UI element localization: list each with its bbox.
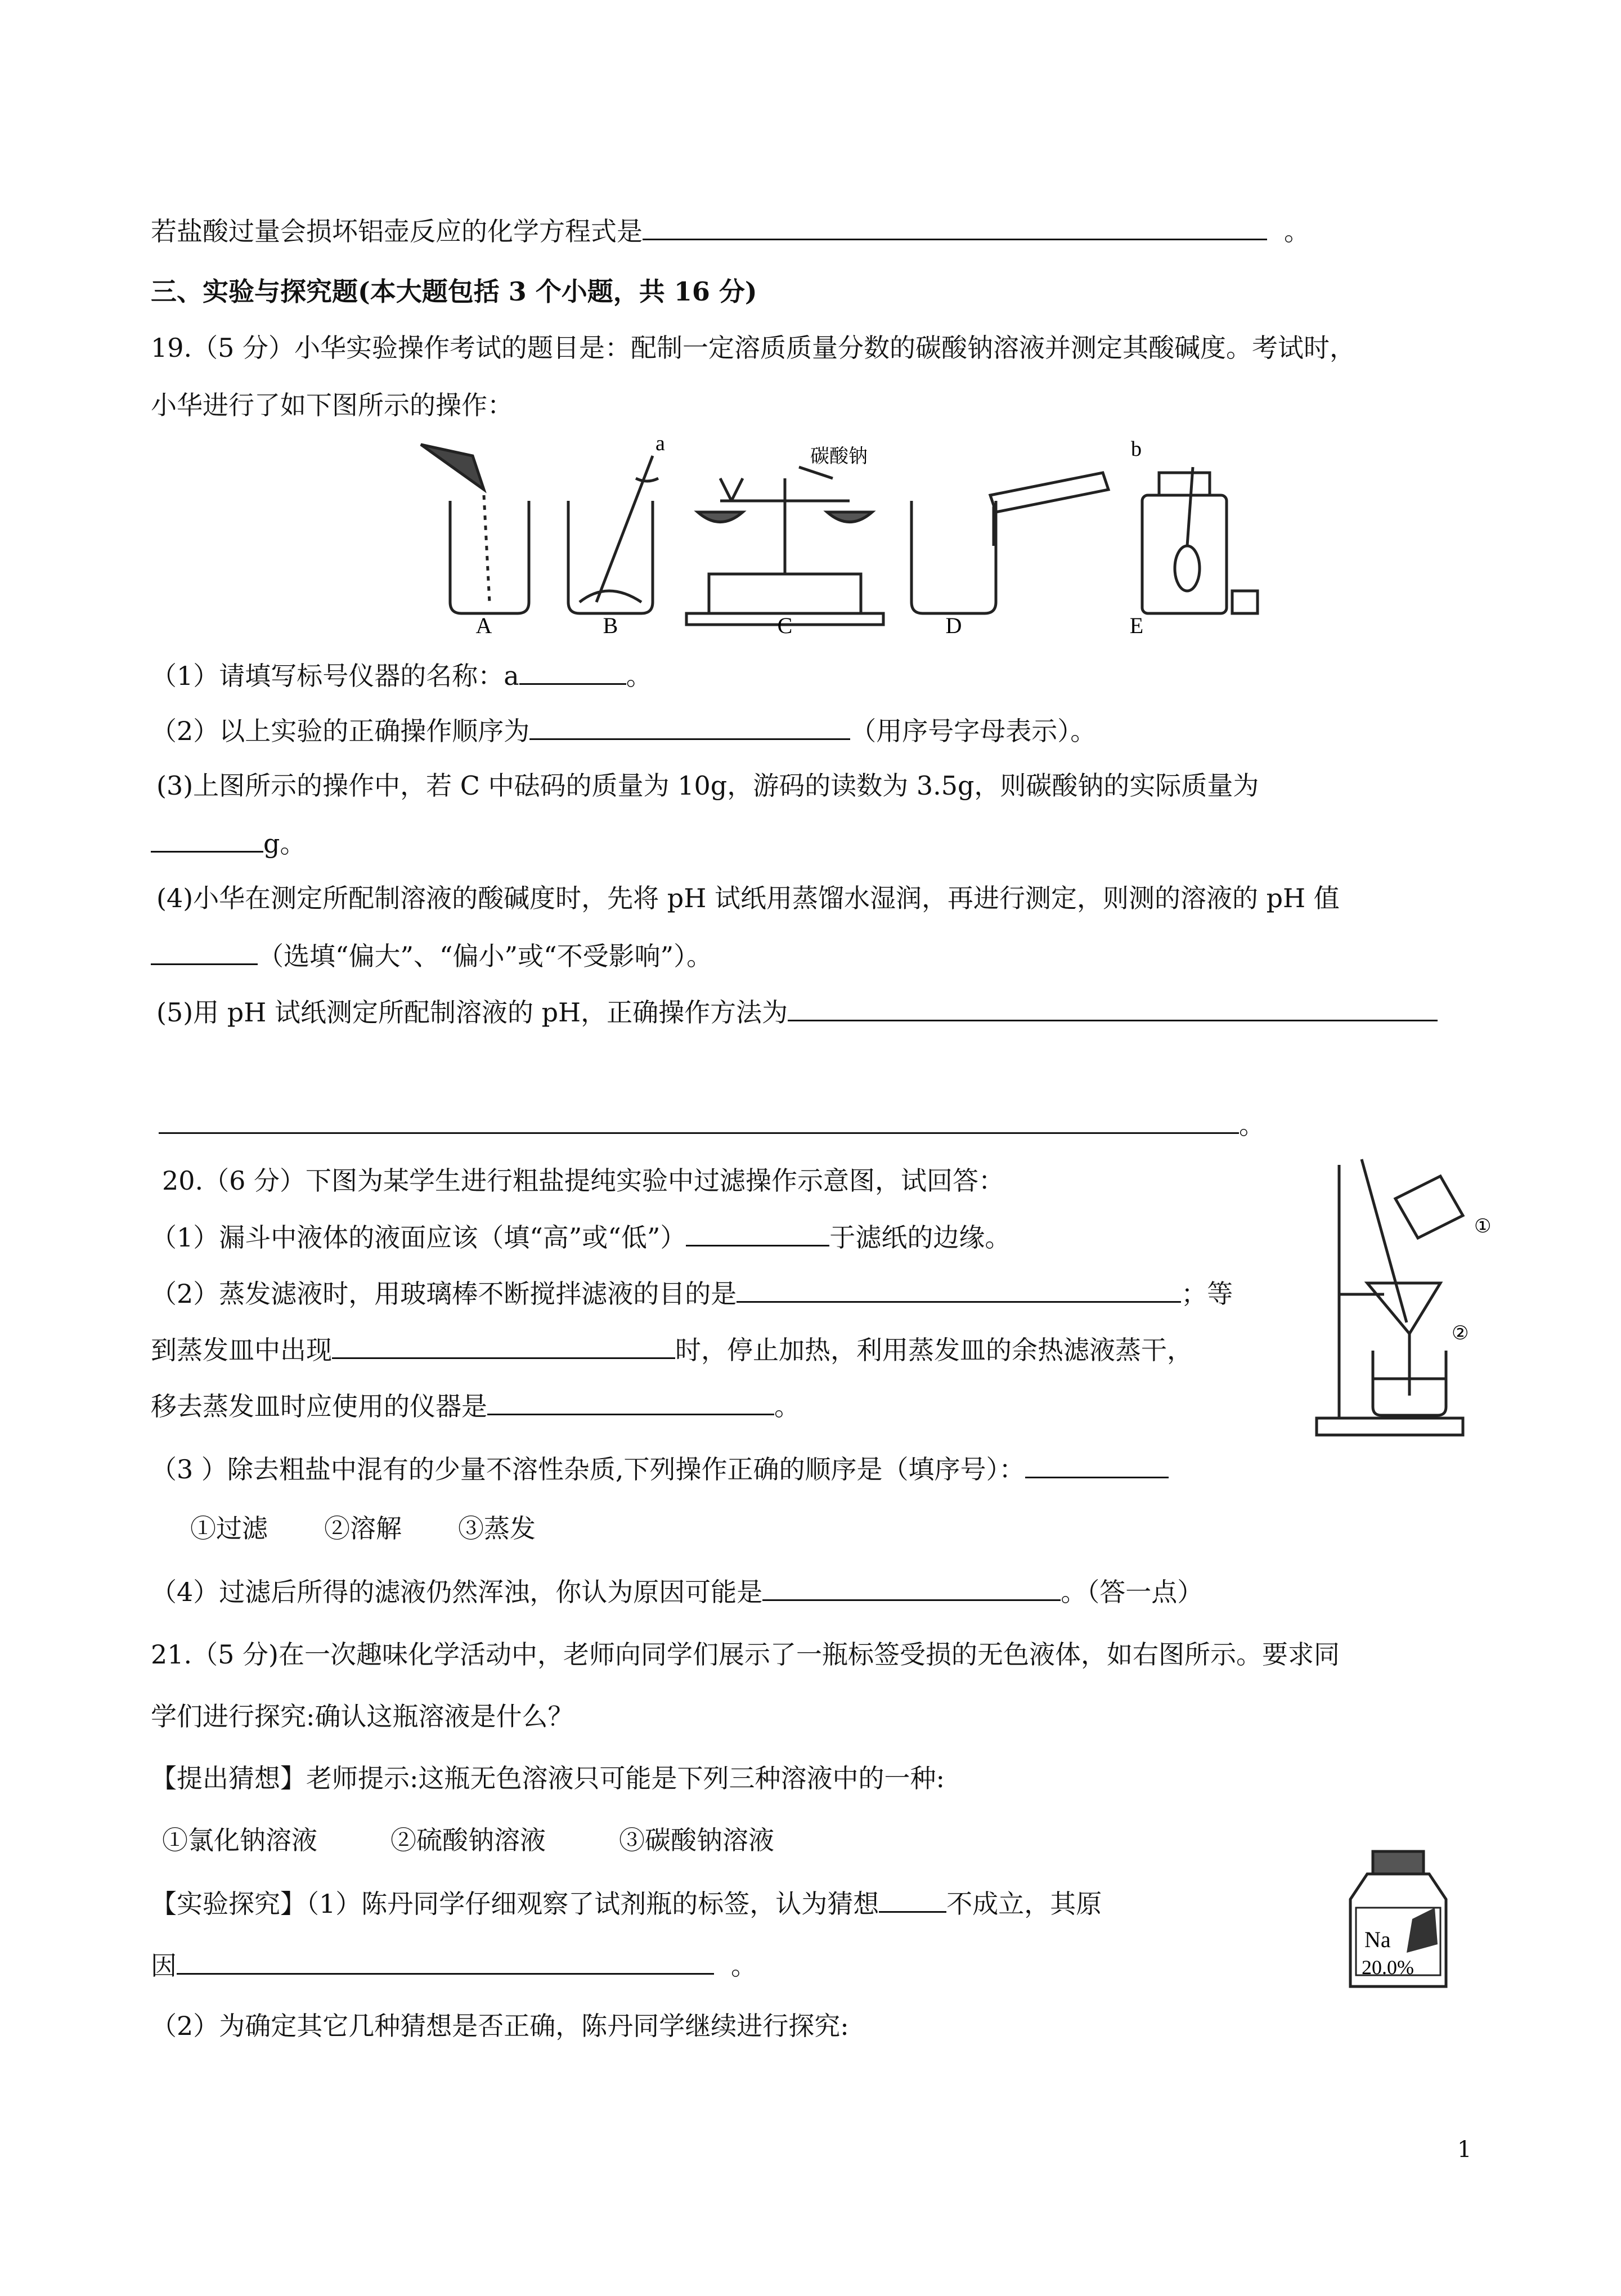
q21-stem-line2: 学们进行探究:确认这瓶溶液是什么？	[151, 1701, 574, 1732]
q19-p3-answer: g。	[151, 825, 306, 860]
option-3: ③碳酸钠溶液	[619, 1825, 774, 1855]
q21-guess: 【提出猜想】老师提示:这瓶无色溶液只可能是下列三种溶液中的一种:	[151, 1763, 945, 1793]
q21-exp1a: 【实验探究】（1）陈丹同学仔细观察了试剂瓶的标签，认为猜想 不成立，其原	[151, 1885, 1102, 1921]
figure-label-e: E	[1129, 613, 1144, 636]
figure-label-b: B	[603, 613, 618, 636]
figure-label-d: D	[945, 613, 962, 636]
q20-p2b: 到蒸发皿中出现 时，停止加热，利用蒸发皿的余热滤液蒸干，	[151, 1331, 1193, 1367]
q20-p3: （3 ）除去粗盐中混有的少量不溶性杂质,下列操作正确的顺序是（填序号）：	[151, 1451, 1169, 1486]
section-title: 三、实验与探究题(本大题包括 3 个小题，共 16 分)	[151, 276, 757, 307]
q19-p2: （2）以上实验的正确操作顺序为 （用序号字母表示）。	[151, 712, 1096, 748]
answer-blank[interactable]	[151, 825, 263, 853]
q20-stem: 20.（6 分）下图为某学生进行粗盐提纯实验中过滤操作示意图，试回答：	[162, 1165, 1005, 1196]
q20-filtration-figure	[1305, 1154, 1508, 1446]
q19-stem-line2: 小华进行了如下图所示的操作：	[151, 390, 513, 420]
q19-stem-line1: 19.（5 分）小华实验操作考试的题目是：配制一定溶质质量分数的碳酸钠溶液并测定其酸碱度。考试时，	[151, 333, 1356, 363]
q19-apparatus-figure	[405, 433, 1260, 636]
page-number: 1	[1457, 2137, 1472, 2163]
option-2: ②硫酸钠溶液	[390, 1825, 546, 1855]
q21-stem-line1: 21.（5 分)在一次趣味化学活动中，老师向同学们展示了一瓶标签受损的无色液体，如右图所示。要求同	[151, 1639, 1340, 1670]
option-1: ①氯化钠溶液	[162, 1825, 317, 1855]
option-2: ②溶解	[324, 1513, 402, 1544]
q20-p1: （1）漏斗中液体的液面应该（填“高”或“低”） 于滤纸的边缘。	[151, 1219, 1011, 1254]
q19-p5-answer: 。	[159, 1106, 1265, 1142]
bottle-formula: Na	[1364, 1927, 1391, 1952]
callout-a: a	[655, 433, 665, 455]
q19-p3: (3)上图所示的操作中，若 C 中砝码的质量为 10g，游码的读数为 3.5g，则碳酸钠的实际质量为	[156, 770, 1259, 801]
q21-options	[162, 1823, 774, 1857]
q20-p2a: （2）蒸发滤液时，用玻璃棒不断搅拌滤液的目的是 ；等	[151, 1275, 1233, 1311]
option-1: ①过滤	[190, 1513, 268, 1544]
q19-p4: (4)小华在测定所配制溶液的酸碱度时，先将 pH 试纸用蒸馏水湿润，再进行测定，则测的溶液的 pH 值	[156, 883, 1340, 913]
q19-p5: (5)用 pH 试纸测定所配制溶液的 pH，正确操作方法为	[156, 994, 1438, 1029]
answer-blank[interactable]	[159, 1106, 1239, 1134]
q20-p2c: 移去蒸发皿时应使用的仪器是 。	[151, 1388, 800, 1423]
q19-p1: （1）请填写标号仪器的名称：a 。	[151, 657, 652, 693]
answer-blank[interactable]	[686, 1219, 829, 1246]
answer-blank[interactable]	[788, 994, 1438, 1021]
q21-exp1b: 因 。	[151, 1947, 757, 1983]
answer-blank[interactable]	[762, 1573, 1061, 1601]
answer-blank[interactable]	[529, 712, 850, 740]
answer-blank[interactable]	[332, 1331, 675, 1359]
q21-exp2: （2）为确定其它几种猜想是否正确，陈丹同学继续进行探究:	[151, 2011, 849, 2041]
q20-options	[190, 1512, 536, 1545]
answer-blank[interactable]	[519, 657, 626, 685]
answer-blank[interactable]	[879, 1885, 946, 1913]
q19-p4-answer: （选填“偏大”、“偏小”或“不受影响”）。	[151, 938, 712, 973]
bottle-percent: 20.0%	[1362, 1956, 1414, 1979]
answer-blank[interactable]	[151, 938, 258, 965]
answer-blank[interactable]	[487, 1388, 774, 1415]
option-3: ③蒸发	[458, 1513, 536, 1544]
answer-blank[interactable]	[737, 1275, 1181, 1303]
answer-blank[interactable]	[643, 213, 1267, 240]
figure-label-c: C	[777, 613, 793, 636]
chem-label: 碳酸钠	[810, 446, 868, 467]
callout-b: b	[1131, 437, 1142, 461]
answer-blank[interactable]	[1025, 1451, 1169, 1478]
callout-1: ①	[1474, 1216, 1492, 1237]
figure-label-a: A	[475, 613, 492, 636]
q21-reagent-bottle	[1333, 1846, 1463, 1992]
answer-blank[interactable]	[177, 1947, 714, 1975]
callout-2: ②	[1452, 1323, 1469, 1344]
q18-equation-line: 若盐酸过量会损坏铝壶反应的化学方程式是 。	[151, 213, 1310, 248]
q20-p4: （4）过滤后所得的滤液仍然浑浊，你认为原因可能是 。（答一点）	[151, 1573, 1203, 1609]
